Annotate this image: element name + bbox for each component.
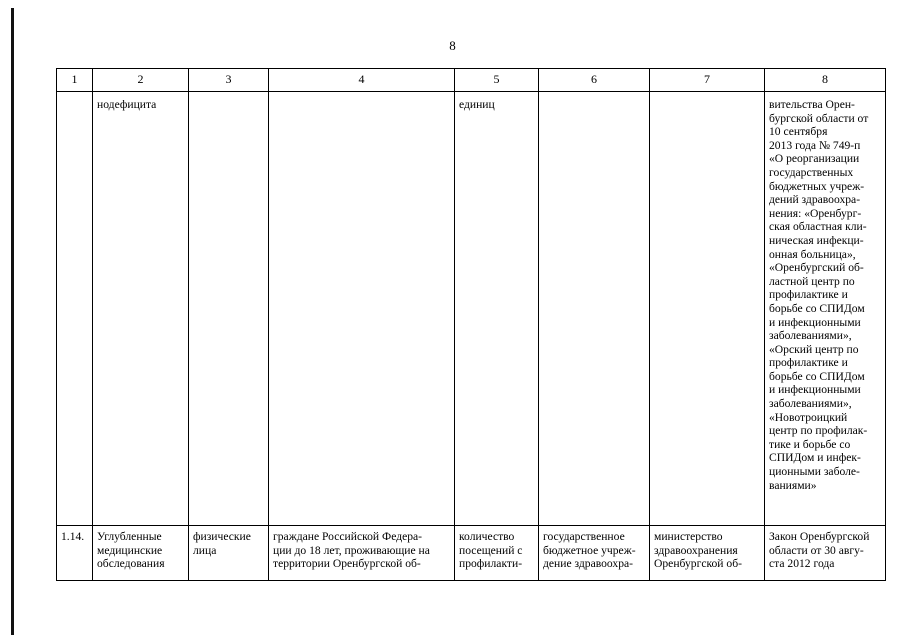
table-cell (650, 92, 765, 526)
table-cell (539, 92, 650, 526)
column-header: 2 (93, 69, 189, 92)
table-cell: государственное бюджетное учреж- дение здравоохра- (539, 526, 650, 581)
column-header: 1 (57, 69, 93, 92)
services-table (56, 68, 886, 581)
table-cell (269, 92, 455, 526)
column-header: 5 (455, 69, 539, 92)
table-cell: вительства Орен- бургской области от 10 сентября 2013 года № 749-п «О реорганизации государственных бюджетных учреж- дений здравоохра- нения: «Оренбург- ская областная кли- ническая инфекци- онная больница», «Оренбургский об- ластной центр по профилактике и борьбе со СПИДом и инфекционными заболеваниями», «Орский центр по профилактике и борьбе со СПИДом и инфекционными заболеваниями», «Новотроицкий центр по профилак- тике и борьбе со СПИДом и инфек- ционными заболе- ваниями» (765, 92, 886, 526)
table-row (57, 92, 886, 526)
column-header: 6 (539, 69, 650, 92)
header-row (57, 69, 886, 92)
table-cell: Углубленные медицинские обследования (93, 526, 189, 581)
page-number: 8 (449, 38, 456, 53)
table-cell: количество посещений с профилакти- (455, 526, 539, 581)
table-cell: Закон Оренбургской области от 30 авгу- ста 2012 года (765, 526, 886, 581)
table-cell: граждане Российской Федера- ции до 18 лет, проживающие на территории Оренбургской об- (269, 526, 455, 581)
table-cell: нодефицита (93, 92, 189, 526)
table-cell: единиц (455, 92, 539, 526)
binding-line (11, 8, 14, 635)
table-cell (189, 92, 269, 526)
table-cell: физические лица (189, 526, 269, 581)
table-cell: 1.14. (57, 526, 93, 581)
table-row (57, 526, 886, 581)
column-header: 3 (189, 69, 269, 92)
column-header: 7 (650, 69, 765, 92)
table-cell (57, 92, 93, 526)
column-header: 4 (269, 69, 455, 92)
table-cell: министерство здравоохранения Оренбургской об- (650, 526, 765, 581)
column-header: 8 (765, 69, 886, 92)
